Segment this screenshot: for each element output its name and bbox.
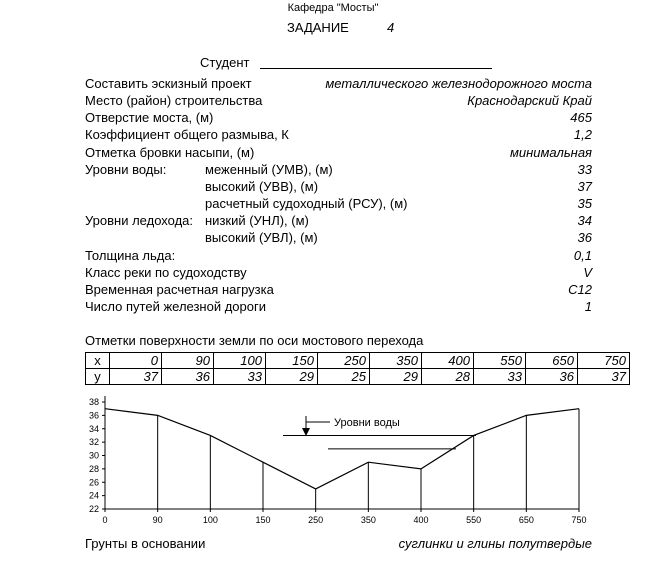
- profile-title: Отметки поверхности земли по оси мостового перехода: [85, 333, 424, 348]
- y-tick-label: 28: [88, 463, 99, 474]
- param-value: 1,2: [573, 127, 592, 142]
- x-tick-label: 550: [466, 515, 482, 525]
- student-label: Студент: [200, 55, 250, 70]
- param-value: 35: [577, 196, 592, 211]
- x-cell: 650: [526, 353, 578, 369]
- y-tick-label: 38: [88, 397, 99, 407]
- x-cell: 150: [266, 353, 318, 369]
- x-cell: 100: [214, 353, 266, 369]
- x-tick-label: 350: [360, 515, 376, 525]
- y-tick-label: 36: [88, 410, 99, 421]
- param-label: Отверстие моста, (м): [85, 110, 214, 125]
- y-tick-label: 32: [88, 437, 99, 448]
- y-cell: 33: [214, 369, 266, 385]
- param-value: Краснодарский Край: [467, 93, 592, 108]
- y-header: y: [86, 369, 110, 385]
- x-cell: 550: [474, 353, 526, 369]
- task-number: 4: [387, 20, 395, 35]
- param-value: 33: [577, 162, 592, 177]
- param-value: 36: [577, 230, 592, 245]
- y-tick-label: 30: [88, 450, 99, 461]
- param-sublabel: расчетный судоходный (РСУ), (м): [205, 196, 408, 211]
- param-label: Составить эскизный проект: [85, 76, 252, 91]
- soil-value: суглинки и глины полутвердые: [398, 536, 592, 551]
- param-label: Толщина льда:: [85, 248, 176, 263]
- y-tick-label: 24: [88, 490, 99, 501]
- x-tick-label: 400: [413, 515, 429, 525]
- x-tick-label: 100: [202, 515, 218, 525]
- param-value: 0,1: [573, 248, 592, 263]
- x-tick-label: 90: [152, 515, 163, 525]
- y-cell: 37: [110, 369, 162, 385]
- x-cell: 250: [318, 353, 370, 369]
- water-levels-annotation: Уровни воды: [334, 417, 400, 429]
- param-label: Уровни воды:: [85, 162, 167, 177]
- y-tick-label: 22: [88, 504, 99, 514]
- y-cell: 37: [578, 369, 630, 385]
- param-label: Уровни ледохода:: [85, 213, 194, 228]
- param-label: Отметка бровки насыпи, (м): [85, 145, 255, 160]
- soil-label: Грунты в основании: [85, 536, 206, 551]
- param-value: 465: [570, 110, 592, 125]
- y-tick-label: 26: [88, 477, 99, 488]
- y-cell: 29: [266, 369, 318, 385]
- param-sublabel: меженный (УМВ), (м): [205, 162, 333, 177]
- param-value: 1: [584, 299, 592, 314]
- x-cell: 90: [162, 353, 214, 369]
- param-value: 37: [577, 179, 592, 194]
- x-tick-label: 150: [255, 515, 271, 525]
- y-tick-label: 34: [88, 423, 99, 434]
- param-value: 34: [577, 213, 592, 228]
- x-cell: 0: [110, 353, 162, 369]
- x-cell: 350: [370, 353, 422, 369]
- annotation-arrow-head: [302, 428, 310, 436]
- param-value: металлического железнодорожного моста: [325, 76, 592, 91]
- param-sublabel: низкий (УНЛ), (м): [205, 213, 309, 228]
- y-cell: 29: [370, 369, 422, 385]
- x-cell: 400: [422, 353, 474, 369]
- param-sublabel: высокий (УВВ), (м): [205, 179, 319, 194]
- param-label: Коэффициент общего размыва, К: [85, 127, 289, 142]
- param-label: Класс реки по судоходству: [85, 265, 247, 280]
- param-sublabel: высокий (УВЛ), (м): [205, 230, 318, 245]
- department-title: Кафедра "Мосты": [287, 2, 379, 14]
- y-cell: 28: [422, 369, 474, 385]
- param-label: Место (район) строительства: [85, 93, 263, 108]
- x-cell: 750: [578, 353, 630, 369]
- x-tick-label: 750: [571, 515, 587, 525]
- y-cell: 36: [162, 369, 214, 385]
- y-cell: 33: [474, 369, 526, 385]
- param-value: С12: [568, 282, 592, 297]
- x-tick-label: 650: [518, 515, 534, 525]
- param-label: Число путей железной дороги: [85, 299, 266, 314]
- param-value: V: [583, 265, 592, 280]
- x-header: x: [86, 353, 110, 369]
- y-cell: 25: [318, 369, 370, 385]
- y-cell: 36: [526, 369, 578, 385]
- x-tick-label: 250: [308, 515, 324, 525]
- param-value: минимальная: [509, 145, 592, 160]
- param-label: Временная расчетная нагрузка: [85, 282, 274, 297]
- x-tick-label: 0: [102, 515, 108, 525]
- task-title: ЗАДАНИЕ: [287, 20, 349, 35]
